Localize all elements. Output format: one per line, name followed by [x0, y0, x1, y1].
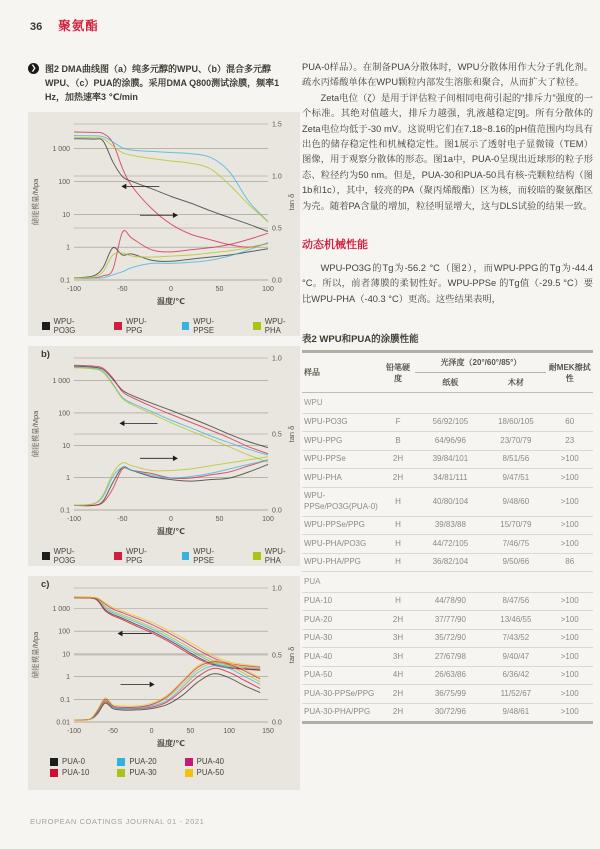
cell-mek: >100 [560, 538, 579, 548]
svg-text:50: 50 [186, 728, 195, 735]
legend-swatch [114, 322, 122, 330]
svg-text:tan δ: tan δ [287, 425, 296, 443]
cell-wood: 13/46/55 [500, 614, 532, 624]
svg-text:1.0: 1.0 [272, 585, 282, 593]
svg-text:100: 100 [58, 178, 70, 186]
cell-wood: 9/47/51 [502, 472, 530, 482]
cell-wood: 9/40/47 [502, 651, 530, 661]
cell-sample: WPU-PPSe [304, 454, 346, 464]
col-header-mek: 耐MEK擦拭性 [548, 362, 591, 383]
cell-hardness: 2H [392, 472, 404, 482]
cell-hardness: 4H [392, 670, 404, 680]
body-paragraph-2: Zeta电位（ζ）是用于评估粒子间相同电荷引起的“排斥力”强度的一个标准。其绝对值越大，排斥力越强，乳液越稳定[9]。所有分散体的Zeta电位均低于-30 mV。这说明它们在7.18~8.16的pH值范围内均具有出色的储存稳定性和机械稳定性。图1展示了透射电子显微镜（TEM）图像，用于观察分散体的形态。图1a中，PUA-0呈现出近球形的粒子形态、粒径约为50 nm。但是，PUA-30和PUA-50具有核-壳颗粒结构（图1b和1c），其中，较亮的PA（聚丙烯酸酯）区为核，而较暗的聚氨酯区为壳。随着PA含量的增加，粒径明显增大，这与DLS试验的结果一致。 [302, 92, 593, 211]
table-row [302, 432, 593, 451]
cell-sample: WPU-PPG [304, 435, 343, 445]
legend-swatch [50, 769, 58, 777]
svg-text:0: 0 [149, 728, 154, 735]
table-row [302, 685, 593, 704]
legend-swatch [253, 322, 261, 330]
svg-text:-50: -50 [107, 728, 118, 735]
svg-text:0.0: 0.0 [272, 277, 282, 285]
svg-text:150: 150 [262, 728, 274, 735]
col-header-sample: 样品 [304, 368, 320, 378]
body-paragraph-3: WPU-PO3G的Tg为-56.2 °C（图2），而WPU-PPG的Tg为-44.4 °C。所以，前者薄膜的柔韧性好。WPU-PPSe 的Tg值（-29.5 °C）要比WPU-PHA（-40.3 °C）更高。这些结果表明， [302, 263, 593, 304]
table-row [302, 516, 593, 535]
dma-chart-a [28, 114, 300, 310]
legend-label: PUA-40 [196, 757, 224, 766]
svg-text:1: 1 [66, 244, 70, 252]
cell-wood: 23/70/79 [500, 435, 532, 445]
table-row [302, 469, 593, 488]
section-title: 聚氨酯 [58, 19, 99, 33]
table-row [302, 572, 593, 593]
cell-paper: 35/72/90 [434, 633, 466, 643]
cell-paper: 44/78/90 [434, 596, 466, 606]
legend-item [185, 768, 224, 777]
svg-text:1.0: 1.0 [272, 173, 282, 181]
legend-swatch [42, 322, 50, 330]
cell-sample: WPU [304, 397, 323, 407]
table-title: 表2 WPU和PUA的涂膜性能 [302, 334, 419, 346]
cell-mek: >100 [560, 596, 579, 606]
cell-mek: 23 [565, 435, 575, 445]
svg-text:tan δ: tan δ [287, 193, 296, 211]
cell-mek: >100 [560, 633, 579, 643]
cell-mek: 60 [565, 417, 575, 427]
legend-swatch [182, 552, 190, 560]
cell-wood: 8/47/56 [502, 596, 530, 606]
svg-text:10: 10 [62, 651, 70, 659]
cell-sample: PUA-20 [304, 614, 333, 624]
svg-text:温度/℃: 温度/℃ [157, 739, 185, 748]
legend-item [253, 547, 300, 565]
svg-text:-50: -50 [117, 516, 128, 523]
legend-label: WPU-PPSE [193, 547, 215, 565]
chart-panel-b [28, 346, 300, 566]
legend-label: WPU-PPSE [193, 317, 215, 335]
cell-sample: PUA-30-PPSe/PPG [304, 688, 375, 698]
cell-hardness: B [395, 435, 401, 445]
cell-paper: 36/75/99 [434, 688, 466, 698]
cell-wood: 9/50/66 [502, 557, 530, 567]
cell-paper: 26/63/86 [434, 670, 466, 680]
cell-mek: >100 [560, 520, 579, 530]
caption-bullet-icon: ❯ [28, 63, 39, 74]
table-row [302, 535, 593, 554]
cell-sample: PUA-30-PHA/PPG [304, 707, 371, 717]
table-row [302, 393, 593, 414]
svg-text:0.5: 0.5 [272, 225, 282, 233]
svg-text:0.1: 0.1 [60, 507, 70, 515]
legend-swatch [42, 552, 50, 560]
cell-sample: WPU-PHA/PPG [304, 557, 361, 567]
svg-text:50: 50 [215, 516, 224, 523]
legend-swatch [114, 552, 122, 560]
section-heading-dynamic-mechanical: 动态机械性能 [302, 239, 368, 252]
cell-hardness: 2H [392, 454, 404, 464]
svg-text:0.0: 0.0 [272, 719, 282, 727]
chart-panel-b-label: b) [41, 349, 50, 360]
cell-sample: PUA [304, 576, 321, 586]
cell-hardness: H [395, 557, 401, 567]
svg-text:100: 100 [58, 410, 70, 418]
legend-item [185, 757, 224, 766]
svg-text:-100: -100 [66, 516, 82, 523]
legend-swatch [117, 769, 125, 777]
svg-text:-50: -50 [117, 286, 128, 293]
chart-c-legend [28, 757, 300, 783]
svg-text:1 000: 1 000 [52, 378, 70, 386]
cell-paper: 44/72/105 [432, 538, 469, 548]
cell-wood: 15/70/79 [500, 520, 532, 530]
cell-wood: 18/60/105 [498, 417, 534, 427]
page-number: 36 [30, 21, 43, 33]
cell-mek: >100 [560, 472, 579, 482]
cell-wood: 7/43/52 [502, 633, 530, 643]
cell-paper: 39/84/101 [432, 454, 469, 464]
table-row [302, 648, 593, 667]
legend-swatch [50, 758, 58, 766]
svg-text:tan δ: tan δ [287, 646, 296, 664]
table-body [302, 393, 593, 723]
cell-paper: 64/96/96 [434, 435, 466, 445]
legend-swatch [185, 758, 193, 766]
table-header [302, 352, 593, 393]
svg-text:0.01: 0.01 [56, 719, 70, 727]
svg-text:1.5: 1.5 [272, 121, 282, 129]
table-row [302, 450, 593, 469]
legend-label: PUA-20 [129, 757, 157, 766]
dma-chart-b [28, 348, 300, 540]
cell-sample: WPU-PHA/PO3G [304, 538, 367, 548]
cell-sample: PUA-10 [304, 596, 333, 606]
legend-swatch [185, 769, 193, 777]
figure-caption [28, 62, 296, 104]
legend-label: WPU-PPG [125, 317, 147, 335]
cell-sample: PUA-30 [304, 633, 333, 643]
cell-hardness: H [395, 520, 401, 530]
chart-panel-c-label: c) [41, 579, 50, 590]
legend-item [117, 768, 156, 777]
legend-label: PUA-50 [196, 768, 224, 777]
cell-hardness: 3H [392, 651, 404, 661]
left-column [28, 62, 300, 790]
cell-paper: 37/77/90 [434, 614, 466, 624]
svg-text:1: 1 [66, 674, 70, 682]
svg-text:-100: -100 [66, 728, 82, 735]
svg-text:0.1: 0.1 [60, 696, 70, 704]
svg-text:100: 100 [262, 286, 274, 293]
col-header-gloss-paperboard: 纸板 [442, 378, 459, 388]
cell-wood: 9/48/60 [502, 496, 530, 506]
cell-mek: 86 [565, 557, 575, 567]
table-row [302, 553, 593, 572]
svg-text:0.5: 0.5 [272, 652, 282, 660]
legend-swatch [117, 758, 125, 766]
legend-item [114, 547, 161, 565]
legend-label: WPU-PPG [125, 547, 147, 565]
cell-hardness: H [395, 596, 401, 606]
svg-text:1 000: 1 000 [52, 606, 70, 614]
page-header [30, 16, 99, 34]
table-row [302, 487, 593, 516]
cell-mek: >100 [560, 707, 579, 717]
table-row [302, 703, 593, 723]
cell-mek: >100 [560, 670, 579, 680]
legend-label: WPU-PHA [264, 547, 286, 565]
cell-paper: 34/81/111 [433, 472, 468, 482]
chart-panel-c [28, 576, 300, 790]
legend-label: WPU-PO3G [53, 547, 76, 565]
cell-wood: 8/51/56 [502, 454, 530, 464]
cell-paper: 39/83/88 [434, 520, 466, 530]
cell-paper: 56/92/105 [432, 417, 469, 427]
cell-mek: >100 [560, 496, 579, 506]
cell-sample: PUA-50 [304, 670, 333, 680]
cell-mek: >100 [560, 614, 579, 624]
svg-text:储能模量/Mpa: 储能模量/Mpa [31, 631, 40, 679]
legend-label: PUA-10 [62, 768, 90, 777]
legend-swatch [182, 322, 190, 330]
table-row [302, 592, 593, 611]
legend-item [253, 317, 300, 335]
table-row [302, 413, 593, 432]
col-header-gloss-wood: 木材 [507, 378, 524, 388]
cell-hardness: 2H [392, 688, 404, 698]
col-header-gloss: 光泽度（20°/60°/85°） [415, 352, 546, 373]
journal-footer: EUROPEAN COATINGS JOURNAL 01 - 2021 [30, 817, 205, 826]
chart-a-legend [28, 315, 300, 341]
svg-text:0.5: 0.5 [272, 431, 282, 439]
cell-wood: 11/52/67 [500, 688, 532, 698]
svg-text:1.0: 1.0 [272, 355, 282, 363]
legend-item [182, 547, 233, 565]
body-paragraph-1: PUA-0样品）。在制备PUA分散体时，WPU分散体用作大分子乳化剂。疏水丙烯酸单体在WPU颗粒内部发生溶胀和聚合，从而扩大了粒径。 [302, 62, 593, 88]
legend-item [42, 547, 94, 565]
performance-table [302, 350, 593, 724]
cell-sample: PUA-40 [304, 651, 333, 661]
cell-wood: 9/48/61 [502, 707, 530, 717]
svg-text:储能模量/Mpa: 储能模量/Mpa [31, 178, 40, 226]
svg-text:0.0: 0.0 [272, 507, 282, 515]
cell-paper: 30/72/96 [434, 707, 466, 717]
cell-wood: 6/36/42 [502, 670, 530, 680]
cell-paper: 27/67/98 [434, 651, 466, 661]
cell-paper: 40/80/104 [432, 496, 469, 506]
svg-text:储能模量/Mpa: 储能模量/Mpa [31, 410, 40, 458]
svg-text:0: 0 [169, 286, 173, 293]
svg-text:50: 50 [215, 286, 224, 293]
svg-text:100: 100 [58, 628, 70, 636]
svg-text:100: 100 [262, 516, 274, 523]
svg-text:10: 10 [62, 211, 70, 219]
figure-caption-text: 图2 DMA曲线图（a）纯多元醇的WPU、（b）混合多元醇WPU、（c）PUA的涂膜。采用DMA Q800测试涂膜，频率1 Hz，加热速率3 ℃/min [45, 64, 280, 102]
legend-label: WPU-PHA [264, 317, 286, 335]
legend-label: WPU-PO3G [53, 317, 76, 335]
cell-sample: WPU-PPSe/PO3G(PUA-0) [304, 491, 378, 511]
cell-paper: 36/82/104 [432, 557, 469, 567]
cell-sample: WPU-PHA [304, 472, 342, 482]
cell-hardness: 3H [392, 633, 404, 643]
cell-wood: 7/46/75 [502, 538, 530, 548]
legend-swatch [253, 552, 261, 560]
legend-item [117, 757, 156, 766]
cell-sample: WPU-PO3G [304, 417, 348, 427]
svg-text:100: 100 [223, 728, 236, 735]
cell-hardness: H [395, 496, 401, 506]
svg-text:0: 0 [169, 516, 173, 523]
legend-item [50, 757, 89, 766]
cell-mek: >100 [560, 651, 579, 661]
legend-item [50, 768, 89, 777]
legend-item [42, 317, 94, 335]
svg-text:10: 10 [62, 442, 70, 450]
chart-b-legend [28, 545, 300, 571]
cell-hardness: 2H [392, 614, 404, 624]
table-row [302, 611, 593, 630]
legend-item [182, 317, 233, 335]
col-header-hardness: 铅笔硬度 [386, 362, 411, 383]
legend-label: PUA-30 [129, 768, 157, 777]
right-column [302, 60, 593, 724]
cell-mek: >100 [560, 454, 579, 464]
cell-sample: WPU-PPSe/PPG [304, 520, 365, 530]
chart-panel-a [28, 112, 300, 336]
svg-text:1: 1 [66, 475, 70, 483]
svg-text:-100: -100 [66, 286, 82, 293]
cell-hardness: 2H [392, 707, 404, 717]
table-row [302, 629, 593, 648]
legend-label: PUA-0 [62, 757, 85, 766]
svg-text:0.1: 0.1 [60, 277, 70, 285]
cell-hardness: F [395, 417, 401, 427]
svg-text:1 000: 1 000 [52, 146, 70, 154]
dma-chart-c [28, 578, 300, 752]
cell-mek: >100 [560, 688, 579, 698]
svg-text:温度/℃: 温度/℃ [157, 527, 185, 536]
legend-item [114, 317, 161, 335]
table-row [302, 666, 593, 685]
svg-text:温度/℃: 温度/℃ [157, 297, 185, 306]
cell-hardness: H [395, 538, 401, 548]
